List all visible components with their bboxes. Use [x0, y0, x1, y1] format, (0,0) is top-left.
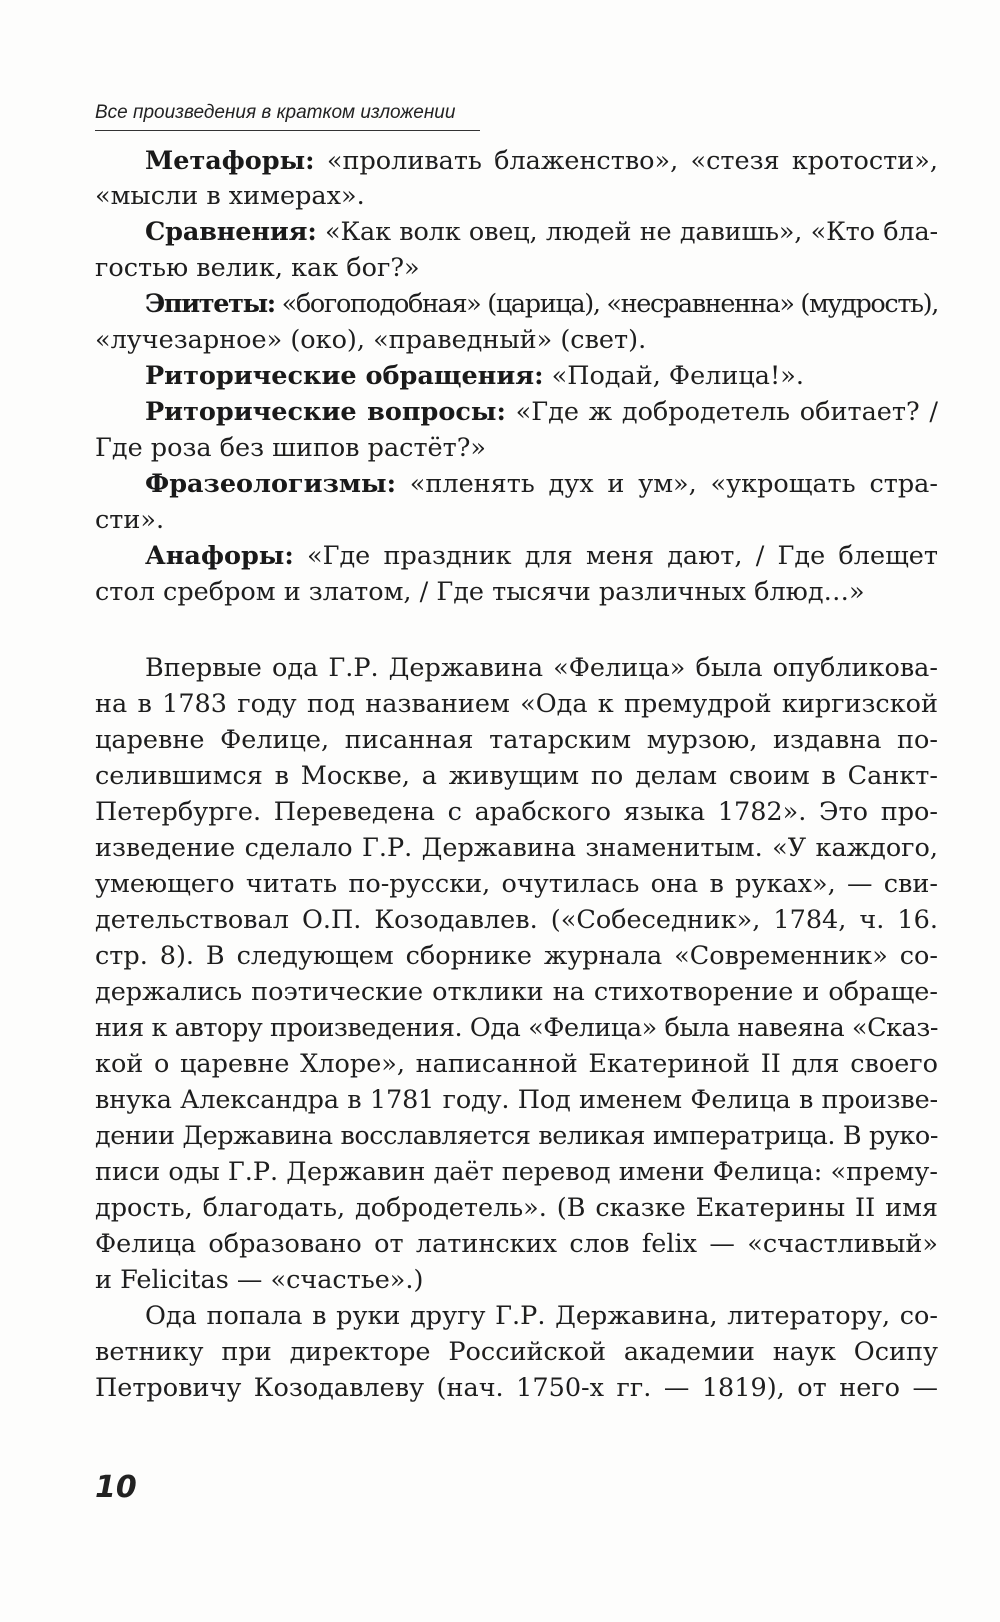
metaphors-text-1: «проливать блаженство», «стезя кротости»,	[326, 146, 938, 176]
idioms-text-1: «пленять дух и ум», «укрощать стра-	[409, 469, 938, 499]
paragraph-1-line: ния к автору произведения. Ода «Фелица» была навеяна «Сказ-	[95, 1013, 938, 1043]
idioms-label: Фразеологизмы:	[145, 469, 396, 499]
idioms-line-2: сти».	[95, 505, 165, 535]
epithets-label: Эпитеты:	[145, 289, 275, 319]
paragraph-1-line: дении Державина восславляется великая императрица. В руко-	[95, 1121, 938, 1151]
paragraph-1-line: писи оды Г.Р. Державин даёт перевод имени Фелица: «прему-	[95, 1157, 938, 1187]
paragraph-1-line: стр. 8). В следующем сборнике журнала «Современник» со-	[95, 941, 938, 971]
paragraph-1-line: кой о царевне Хлоре», написанной Екатериной II для своего	[95, 1049, 938, 1079]
paragraph-1-line: Впервые ода Г.Р. Державина «Фелица» была опубликова-	[145, 653, 938, 683]
idioms-line-1	[145, 467, 938, 501]
epithets-line-1	[145, 287, 938, 321]
comparisons-line-1	[145, 215, 938, 249]
appeals-line-1	[145, 359, 938, 393]
paragraph-2-line: Ода попала в руки другу Г.Р. Державина, литератору, со-	[145, 1301, 938, 1331]
paragraph-1-line: держались поэтические отклики на стихотворение и обраще-	[95, 977, 938, 1007]
paragraph-1-line: селившимся в Москве, а живущим по делам своим в Санкт-	[95, 761, 938, 791]
paragraph-1-line: царевне Фелице, писанная татарским мурзою, издавна по-	[95, 725, 938, 755]
epithets-line-2: «лучезарное» (око), «праведный» (свет).	[95, 325, 647, 355]
metaphors-label: Метафоры:	[145, 146, 315, 176]
appeals-text-1: «Подай, Фелица!».	[551, 361, 804, 391]
paragraph-1-line: Петербурге. Переведена с арабского языка 1782». Это про-	[95, 797, 938, 827]
anaphora-line-1	[145, 539, 938, 573]
questions-label: Риторические вопросы:	[145, 397, 506, 427]
paragraph-2-line: Петровичу Козодавлеву (нач. 1750-х гг. — 1819), от него —	[95, 1373, 938, 1403]
paragraph-1-line: Фелица образовано от латинских слов felix — «счастливый»	[95, 1229, 938, 1259]
metaphors-line-1	[145, 144, 938, 178]
paragraph-2-line: ветнику при директоре Российской академии наук Осипу	[95, 1337, 938, 1367]
paragraph-1-line: детельствовал О.П. Козодавлев. («Собеседник», 1784, ч. 16.	[95, 905, 938, 935]
paragraph-1-line: на в 1783 году под названием «Ода к премудрой киргизской	[95, 689, 938, 719]
paragraph-1-line: умеющего читать по-русски, очутилась она в руках», — сви-	[95, 869, 938, 899]
paragraph-1-line: внука Александра в 1781 году. Под именем Фелица в произве-	[95, 1085, 938, 1115]
comparisons-text-1: «Как волк овец, людей не давишь», «Кто бла-	[325, 217, 938, 247]
questions-line-1	[145, 395, 938, 429]
appeals-label: Риторические обращения:	[145, 361, 544, 391]
anaphora-text-1: «Где праздник для меня дают, / Где блещет	[307, 541, 938, 571]
paragraph-1-line: дрость, благодать, добродетель». (В сказке Екатерины II имя	[95, 1193, 938, 1223]
anaphora-line-2: стол сребром и златом, / Где тысячи различных блюд…»	[95, 577, 865, 607]
comparisons-label: Сравнения:	[145, 217, 317, 247]
paragraph-1-line: изведение сделало Г.Р. Державина знаменитым. «У каждого,	[95, 833, 938, 863]
questions-line-2: Где роза без шипов растёт?»	[95, 433, 487, 463]
page-number: 10	[95, 1470, 137, 1505]
running-header: Все произведения в кратком изложении	[95, 102, 480, 131]
epithets-text-1: «богоподобная» (царица), «несравненна» (мудрость),	[281, 289, 938, 319]
comparisons-line-2: гостью велик, как бог?»	[95, 253, 420, 283]
anaphora-label: Анафоры:	[145, 541, 294, 571]
metaphors-line-2: «мысли в химерах».	[95, 181, 365, 211]
questions-text-1: «Где ж добродетель обитает? /	[515, 397, 939, 427]
paragraph-1-line: и Felicitas — «счастье».)	[95, 1265, 424, 1295]
